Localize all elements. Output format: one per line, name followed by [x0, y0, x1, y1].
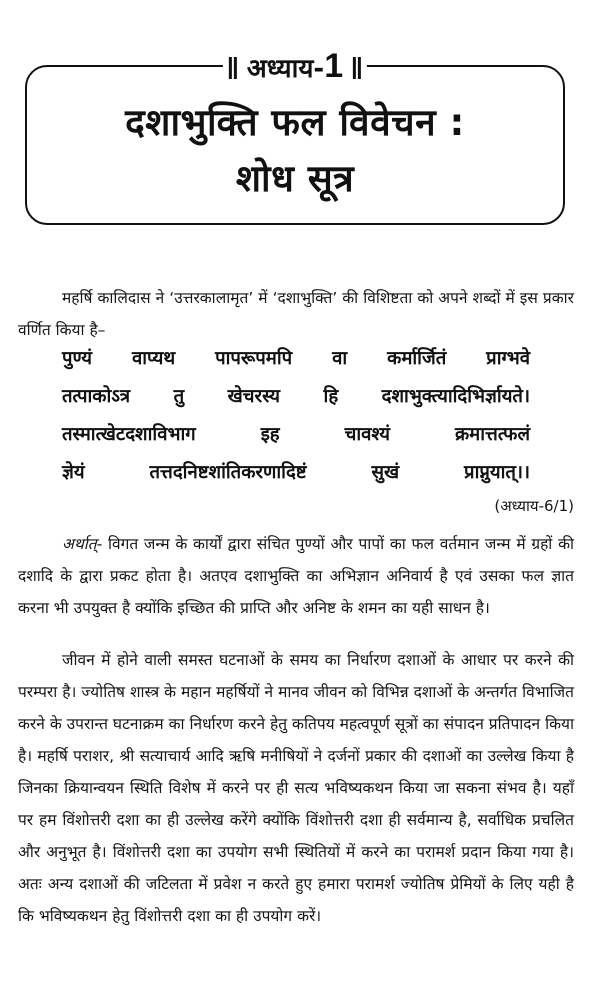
chapter-heading — [247, 49, 343, 86]
chapter-label — [223, 49, 367, 86]
meaning-paragraph — [18, 528, 574, 624]
chapter-title-box — [25, 47, 565, 225]
chapter-title-line-2: शोध सूत्र — [235, 157, 355, 200]
verse-line-2: तत्पाकोऽत्र तु खेचरस्य हि दशाभुक्त्यादिभिर्ज्ञायते। — [62, 386, 530, 407]
double-bar-ornament-right — [353, 57, 356, 79]
verse-reference: (अध्याय-6/1) — [494, 497, 574, 515]
history-paragraph — [18, 644, 574, 932]
double-bar-ornament-left — [229, 57, 232, 79]
verse-line-1: पुण्यं वाप्यथ पापरूपमपि वा कर्मार्जितं प्राग्भवे — [62, 348, 530, 369]
chapter-title-line-1: दशाभुक्ति फल विवेचन : — [125, 101, 465, 144]
chapter-title — [27, 95, 563, 207]
verse-line-4: ज्ञेयं तत्तदनिष्टशांतिकरणादिष्टं सुखं प्राप्नुयात्।। — [62, 462, 530, 483]
intro-text: महर्षि कालिदास ने ‘उत्तरकालामृत’ में ‘दशाभुक्ति’ की विशिष्टता को अपने शब्दों में इस प्रकार वर्णित किया है– — [18, 289, 574, 339]
chapter-word: अध्याय- — [246, 54, 325, 84]
meaning-label: अर्थात्- — [62, 535, 103, 553]
history-text: जीवन में होने वाली समस्त घटनाओं के समय का निर्धारण दशाओं के आधार पर करने की परम्परा है। ज्योतिष शास्त्र के महान महर्षियों ने मानव जीवन को विभिन्न दशाओं के अन्तर्गत विभाजित करने के उपरान्त घटनाक्रम का निर्धारण करने हेतु कतिपय महत्वपूर्ण सूत्रों का संपादन प्रतिपादन किया है। महर्षि पराशर, श्री सत्याचार्य आदि ऋषि मनीषियों ने दर्जनों प्रकार की दशाओं का उल्लेख किया है जिनका क्रियान्वयन स्थिति विशेष में करने पर ही सत्य भविष्यकथन किया जा सकना संभव है। यहाँ पर हम विंशोत्तरी दशा का ही उल्लेख करेंगे क्योंकि विंशोत्तरी दशा ही सर्वमान्य है, सर्वाधिक प्रचलित और अनुभूत है। विंशोत्तरी दशा का उपयोग सभी स्थितियों में करने का परामर्श प्रदान किया गया है। अतः अन्य दशाओं की जटिलता में प्रवेश न करते हुए हमारा परामर्श ज्योतिष प्रेमियों के लिए यही है कि भविष्यकथन हेतु विंशोत्तरी दशा का ही उपयोग करें। — [18, 651, 574, 925]
intro-paragraph — [18, 282, 574, 346]
meaning-text: विगत जन्म के कार्यों द्वारा संचित पुण्यों और पापों का फल वर्तमान जन्म में ग्रहों की दशादि के द्वारा प्रकट होता है। अतएव दशाभुक्ति का अभिज्ञान अनिवार्य है एवं उसका फल ज्ञात करना भी उपयुक्त है क्योंकि इच्छित की प्राप्ति और अनिष्ट के शमन का यही साधन है। — [18, 535, 574, 617]
verse-line-3: तस्मात्खेटदशाविभाग इह चावश्यं क्रमात्तत्फलं — [62, 424, 530, 445]
chapter-number: 1 — [324, 47, 344, 85]
meaning-text-block — [18, 528, 574, 624]
sanskrit-verse — [62, 340, 530, 492]
